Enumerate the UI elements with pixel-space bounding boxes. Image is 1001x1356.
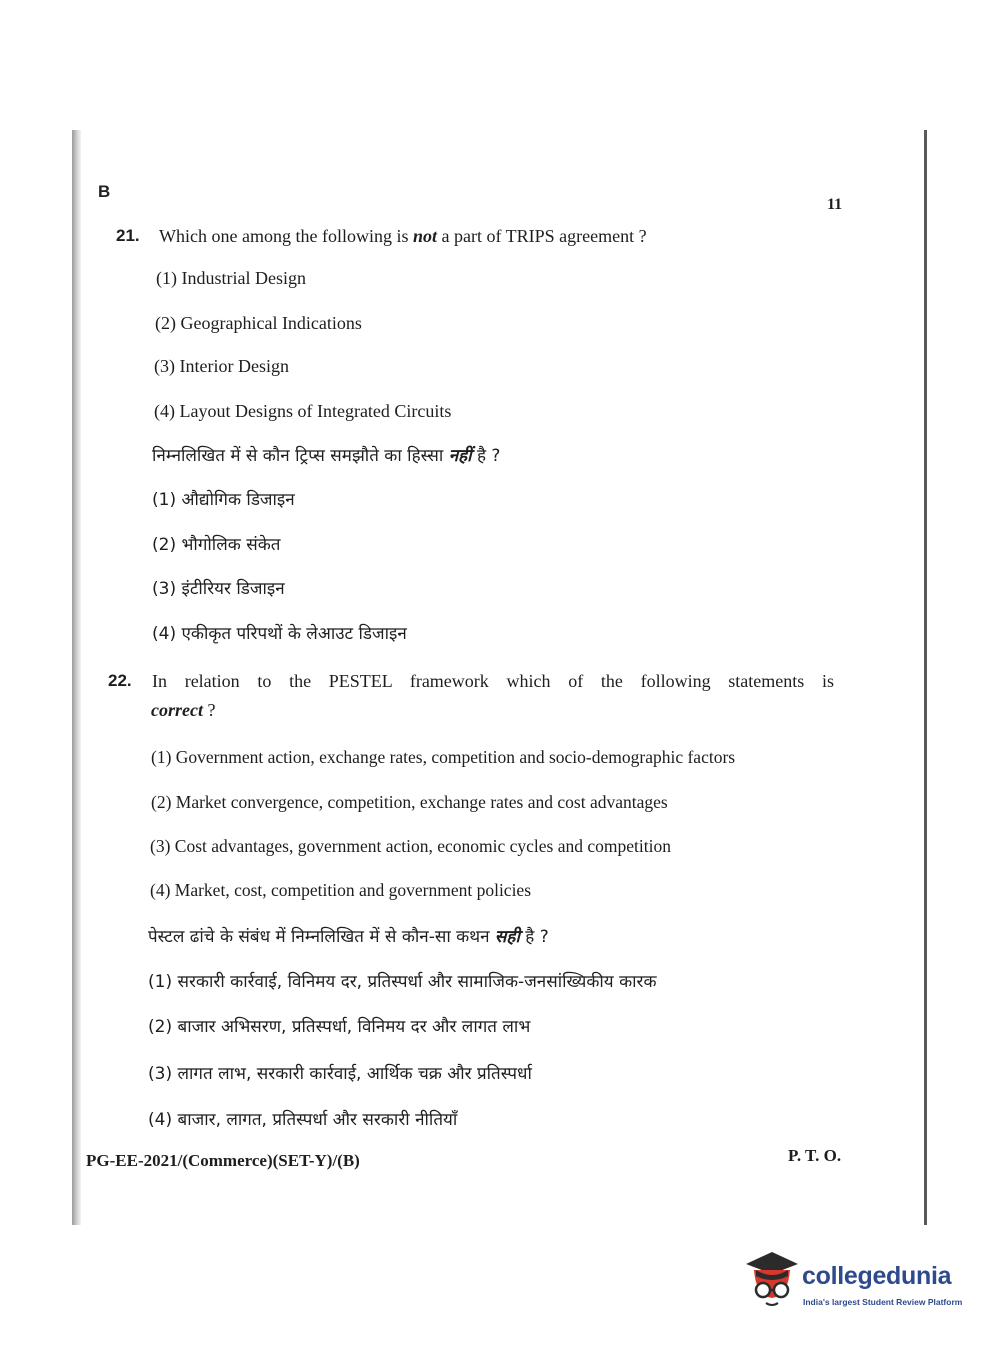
question-text: Which one among the following is not a part of TRIPS agreement ? bbox=[159, 226, 647, 246]
option-hindi: (1) औद्योगिक डिजाइन bbox=[152, 490, 295, 510]
option: (2) Geographical Indications bbox=[155, 313, 362, 333]
option: (4) Market, cost, competition and government policies bbox=[150, 880, 532, 900]
option: (1) Industrial Design bbox=[156, 268, 306, 288]
page-edge-right bbox=[924, 130, 927, 1225]
set-mark: B bbox=[98, 182, 111, 201]
option-hindi: (3) इंटीरियर डिजाइन bbox=[152, 579, 285, 599]
option-hindi: (4) बाजार, लागत, प्रतिस्पर्धा और सरकारी नीतियाँ bbox=[148, 1110, 458, 1130]
question-text-cont: correct ? bbox=[151, 700, 216, 720]
page-number: 11 bbox=[827, 196, 843, 213]
question-text: In relation to the PESTEL framework which of the following statements is bbox=[152, 671, 834, 691]
option-hindi: (2) बाजार अभिसरण, प्रतिस्पर्धा, विनिमय दर और लागत लाभ bbox=[148, 1017, 531, 1037]
option-hindi: (1) सरकारी कार्रवाई, विनिमय दर, प्रतिस्पर्धा और सामाजिक-जनसांख्यिकीय कारक bbox=[148, 972, 657, 992]
option-hindi: (3) लागत लाभ, सरकारी कार्रवाई, आर्थिक चक्र और प्रतिस्पर्धा bbox=[148, 1064, 532, 1084]
collegedunia-mascot-icon bbox=[742, 1248, 800, 1310]
question-number: 22. bbox=[108, 671, 132, 690]
option-hindi: (2) भौगोलिक संकेत bbox=[152, 535, 281, 555]
question-number: 21. bbox=[116, 226, 140, 245]
option: (3) Cost advantages, government action, economic cycles and competition bbox=[150, 836, 671, 856]
option: (4) Layout Designs of Integrated Circuits bbox=[154, 401, 452, 421]
watermark-brand: collegedunia bbox=[802, 1262, 952, 1290]
question-text-hindi: पेस्टल ढांचे के संबंध में निम्नलिखित में से कौन-सा कथन सही है ? bbox=[148, 927, 549, 947]
option: (1) Government action, exchange rates, competition and socio-demographic factors bbox=[151, 747, 736, 767]
option: (2) Market convergence, competition, exchange rates and cost advantages bbox=[151, 792, 668, 812]
watermark-tagline: India's largest Student Review Platform bbox=[803, 1297, 963, 1307]
page-edge-left bbox=[72, 130, 81, 1225]
option: (3) Interior Design bbox=[154, 356, 289, 376]
paper-code: PG-EE-2021/(Commerce)(SET-Y)/(B) bbox=[86, 1151, 360, 1170]
question-text-hindi: निम्नलिखित में से कौन ट्रिप्स समझौते का हिस्सा नहीं है ? bbox=[152, 446, 501, 466]
pto-label: P. T. O. bbox=[788, 1146, 842, 1165]
collegedunia-watermark bbox=[742, 1248, 972, 1318]
option-hindi: (4) एकीकृत परिपथों के लेआउट डिजाइन bbox=[152, 624, 407, 644]
